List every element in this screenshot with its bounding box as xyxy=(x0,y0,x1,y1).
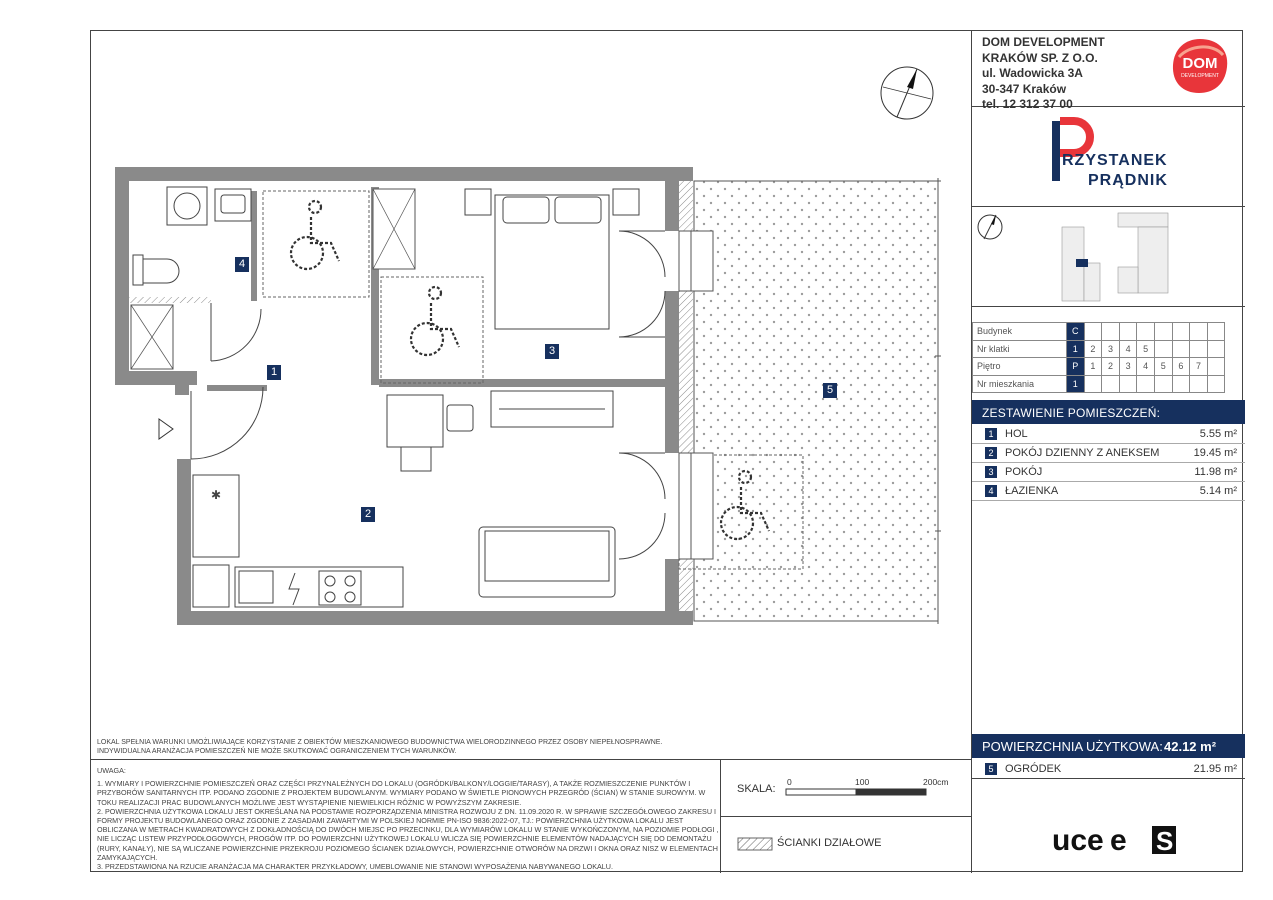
room-label-4: 4 xyxy=(235,257,249,272)
uceeS-logo-part-2: e xyxy=(1110,826,1127,854)
location-cell: 2 xyxy=(1084,340,1102,358)
location-cell xyxy=(1207,358,1225,376)
room-row xyxy=(972,444,1245,463)
floor-plan-sheet xyxy=(90,30,1243,872)
key-plan-graphic xyxy=(972,207,1245,307)
company-name-2: KRAKÓW SP. Z O.O. xyxy=(982,50,1098,65)
location-cell: C xyxy=(1067,323,1085,341)
location-label: Nr klatki xyxy=(973,340,1067,358)
scale-label: SKALA: xyxy=(737,783,776,795)
location-cell xyxy=(1119,375,1137,393)
location-cell xyxy=(1190,340,1208,358)
room-number: 2 xyxy=(985,447,997,459)
location-table xyxy=(972,322,1225,393)
room-area: 19.45 m² xyxy=(1193,447,1237,459)
location-cell xyxy=(1154,323,1172,341)
info-panel xyxy=(971,31,1244,873)
company-street: ul. Wadowicka 3A xyxy=(982,66,1083,80)
room-row xyxy=(972,425,1245,444)
accessibility-note: LOKAL SPEŁNIA WARUNKI UMOŻLIWIAJĄCE KORZYSTANIE Z OBIEKTÓW MIESZKANIOWEGO BUDOWNICTWA WIELORODZINNEGO PRZEZ OSOBY NIEPEŁNOSPRAWNE. INDYWIDUALNA ARANŻACJA POMIESZCZEŃ NIE MOŻE SKUTKOWAĆ OGRANICZENIEM TYCH WARUNKÓW. xyxy=(97,739,663,755)
floor-plan-drawing xyxy=(91,31,971,731)
scale-tick-0: 0 xyxy=(787,777,792,787)
location-row-apartment xyxy=(973,375,1225,393)
location-cell: 7 xyxy=(1190,358,1208,376)
walls-legend-label: ŚCIANKI DZIAŁOWE xyxy=(777,837,882,849)
location-row-floor xyxy=(973,358,1225,376)
room-label-5: 5 xyxy=(823,383,837,398)
location-cell xyxy=(1207,323,1225,341)
location-cell: 4 xyxy=(1119,340,1137,358)
svg-text:RZYSTANEK: RZYSTANEK xyxy=(1062,152,1168,169)
scale-bar-graphic xyxy=(785,788,945,796)
location-cell xyxy=(1084,323,1102,341)
room-number: 5 xyxy=(985,763,997,775)
room-area: 11.98 m² xyxy=(1194,466,1237,478)
location-cell xyxy=(1172,375,1190,393)
location-cell xyxy=(1207,375,1225,393)
note-1: 1. WYMIARY I POWIERZCHNIE POMIESZCZEŃ ORAZ CZĘŚCI PRZYNALEŻNYCH DO LOKALU (OGRÓDKI/BALKONY/LOGGIE/TARASY), A TAKŻE ROZMIESZCZENIE PUNKTÓW I PRZYBORÓW SANITARNYCH ITP. PODANO ZGODNIE Z PROJEKTEM BUDOWLANYM. WYMIARY PODANO W ŚWIETLE PIONOWYCH PRZEGRÓD (ŚCIAN) W STANIE SUROWYM. W TOKU REALIZACJI PRAC BUDOWLANYCH MOŻLIWE JEST WYSTĄPIENIE NIEWIELKICH RÓŻNIC W POWYŻSZYM ZAKRESIE. xyxy=(97,779,706,807)
location-cell xyxy=(1190,375,1208,393)
room-label-3: 3 xyxy=(545,344,559,359)
location-cell: 6 xyxy=(1172,358,1190,376)
location-label: Budynek xyxy=(973,323,1067,341)
room-area: 5.14 m² xyxy=(1199,485,1237,497)
wheelchair-icon xyxy=(291,201,339,269)
location-cell xyxy=(1119,323,1137,341)
location-label: Nr mieszkania xyxy=(973,375,1067,393)
room-label-2: 2 xyxy=(361,507,375,522)
garden-row xyxy=(972,760,1245,779)
room-number: 3 xyxy=(985,466,997,478)
company-phone: tel. 12 312 37 00 xyxy=(982,97,1073,111)
room-name: ŁAZIENKA xyxy=(1005,485,1059,497)
room-label-1: 1 xyxy=(267,365,281,380)
company-name-1: DOM DEVELOPMENT xyxy=(982,35,1105,49)
location-cell: 1 xyxy=(1067,340,1085,358)
dom-development-logo xyxy=(1169,37,1231,95)
entrance-arrow-icon xyxy=(159,419,173,439)
location-cell xyxy=(1084,375,1102,393)
location-cell: 3 xyxy=(1119,358,1137,376)
svg-text:DOM: DOM xyxy=(1182,55,1218,72)
usable-area-total xyxy=(972,734,1245,758)
location-cell xyxy=(1102,323,1120,341)
sofa xyxy=(479,527,615,597)
project-logo-graphic xyxy=(972,107,1245,207)
room-name: POKÓJ DZIENNY Z ANEKSEM xyxy=(1005,447,1160,459)
notes-title: UWAGA: xyxy=(97,766,126,775)
svg-text:✱: ✱ xyxy=(211,488,222,502)
hatch-swatch-icon xyxy=(737,837,773,851)
location-cell: 2 xyxy=(1102,358,1120,376)
location-cell xyxy=(1154,340,1172,358)
location-row-staircase xyxy=(973,340,1225,358)
bed xyxy=(465,189,639,329)
svg-text:DEVELOPMENT: DEVELOPMENT xyxy=(1181,73,1219,79)
room-number: 4 xyxy=(985,485,997,497)
rooms-summary-title: ZESTAWIENIE POMIESZCZEŃ: xyxy=(972,400,1245,424)
location-cell: 1 xyxy=(1084,358,1102,376)
room-name: POKÓJ xyxy=(1005,466,1043,478)
location-cell: 1 xyxy=(1067,375,1085,393)
location-cell xyxy=(1172,323,1190,341)
notes xyxy=(91,759,721,873)
garden-area xyxy=(694,181,938,621)
project-logo xyxy=(972,107,1245,207)
location-cell xyxy=(1190,323,1208,341)
location-cell: 5 xyxy=(1154,358,1172,376)
north-arrow-icon xyxy=(881,67,933,119)
walls-legend xyxy=(721,817,971,873)
wheelchair-icon xyxy=(411,287,459,355)
note-2: 2. POWIERZCHNIA UŻYTKOWA LOKALU JEST OKREŚLANA NA PODSTAWIE ROZPORZĄDZENIA MINISTRA ROZWOJU Z DN. 11.09.2020 R. W SPRAWIE SZCZEGÓŁOWEGO ZAKRESU I FORMY PROJEKTU BUDOWLANEGO ORAZ ZGODNIE Z ZASADAMI ZAWARTYMI W POLSKIEJ NORMIE PN-ISO 9836:2022-07, TJ.: POWIERZCHNIA UŻYTKOWA LOKALU JEST OBLICZANA W METRACH KWADRATOWYCH Z DOKŁADNOŚCIĄ DO DWÓCH MIEJSC PO PRZECINKU, DLA WYMIARÓW LOKALU W STANIE WYKOŃCZONYM, NA POZIOMIE PODŁOGI , NIE LICZĄC LISTEW PRZYPODŁOGOWYCH, PROGÓW ITP. DO POWIERZCHNI UŻYTKOWEJ LOKALU WLICZA SIĘ POWIERZCHNIE ELEMENTÓW NADAJĄCYCH SIĘ DO DEMONTAŻU (RURY, KANAŁY), NIE SĄ WLICZANE POWIERZCHNIE PRZEKROJU POZIOMEGO ŚCIANEK DZIAŁOWYCH, POWIERZCHNIE OTWORÓW NA DRZWI I OKNA ORAZ NISZ W ELEMENTACH ZAMYKAJĄCYCH. xyxy=(97,806,719,862)
location-cell xyxy=(1172,340,1190,358)
location-cell xyxy=(1137,323,1155,341)
uceeS-logo xyxy=(1052,826,1176,854)
location-cell: 5 xyxy=(1137,340,1155,358)
location-cell xyxy=(1137,375,1155,393)
uceeS-logo-part-3: S xyxy=(1156,826,1174,854)
scale-tick-200: 200cm xyxy=(923,777,949,787)
room-number: 1 xyxy=(985,428,997,440)
room-row xyxy=(972,463,1245,482)
uceeS-logo-part-1: uce xyxy=(1052,826,1104,854)
scale-tick-100: 100 xyxy=(855,777,870,787)
floor-plan xyxy=(91,31,971,731)
location-cell: 4 xyxy=(1137,358,1155,376)
location-cell xyxy=(1154,375,1172,393)
company-info xyxy=(972,31,1245,111)
room-area: 5.55 m² xyxy=(1199,428,1237,440)
location-cell xyxy=(1102,375,1120,393)
location-cell: P xyxy=(1067,358,1085,376)
svg-text:PRĄDNIK: PRĄDNIK xyxy=(1088,172,1168,189)
location-row-building xyxy=(973,323,1225,341)
scale-bar xyxy=(721,759,971,817)
usable-area-value: 42.12 m² xyxy=(1164,739,1217,754)
room-row xyxy=(972,482,1245,501)
kitchen xyxy=(193,475,403,607)
key-plan xyxy=(972,207,1245,307)
usable-area-label: POWIERZCHNIA UŻYTKOWA: xyxy=(982,739,1163,754)
room-name: OGRÓDEK xyxy=(1005,763,1062,775)
note-3: 3. PRZEDSTAWIONA NA RZUCIE ARANŻACJA MA CHARAKTER PRZYKŁADOWY, UMEBLOWANIE NIE STANOWI WYPOSAŻENIA NABYWANEGO LOKALU. xyxy=(97,862,613,872)
company-city: 30-347 Kraków xyxy=(982,81,1067,96)
room-area: 21.95 m² xyxy=(1193,763,1237,775)
room-name: HOL xyxy=(1005,428,1028,440)
location-cell: 3 xyxy=(1102,340,1120,358)
location-cell xyxy=(1207,340,1225,358)
location-label: Piętro xyxy=(973,358,1067,376)
